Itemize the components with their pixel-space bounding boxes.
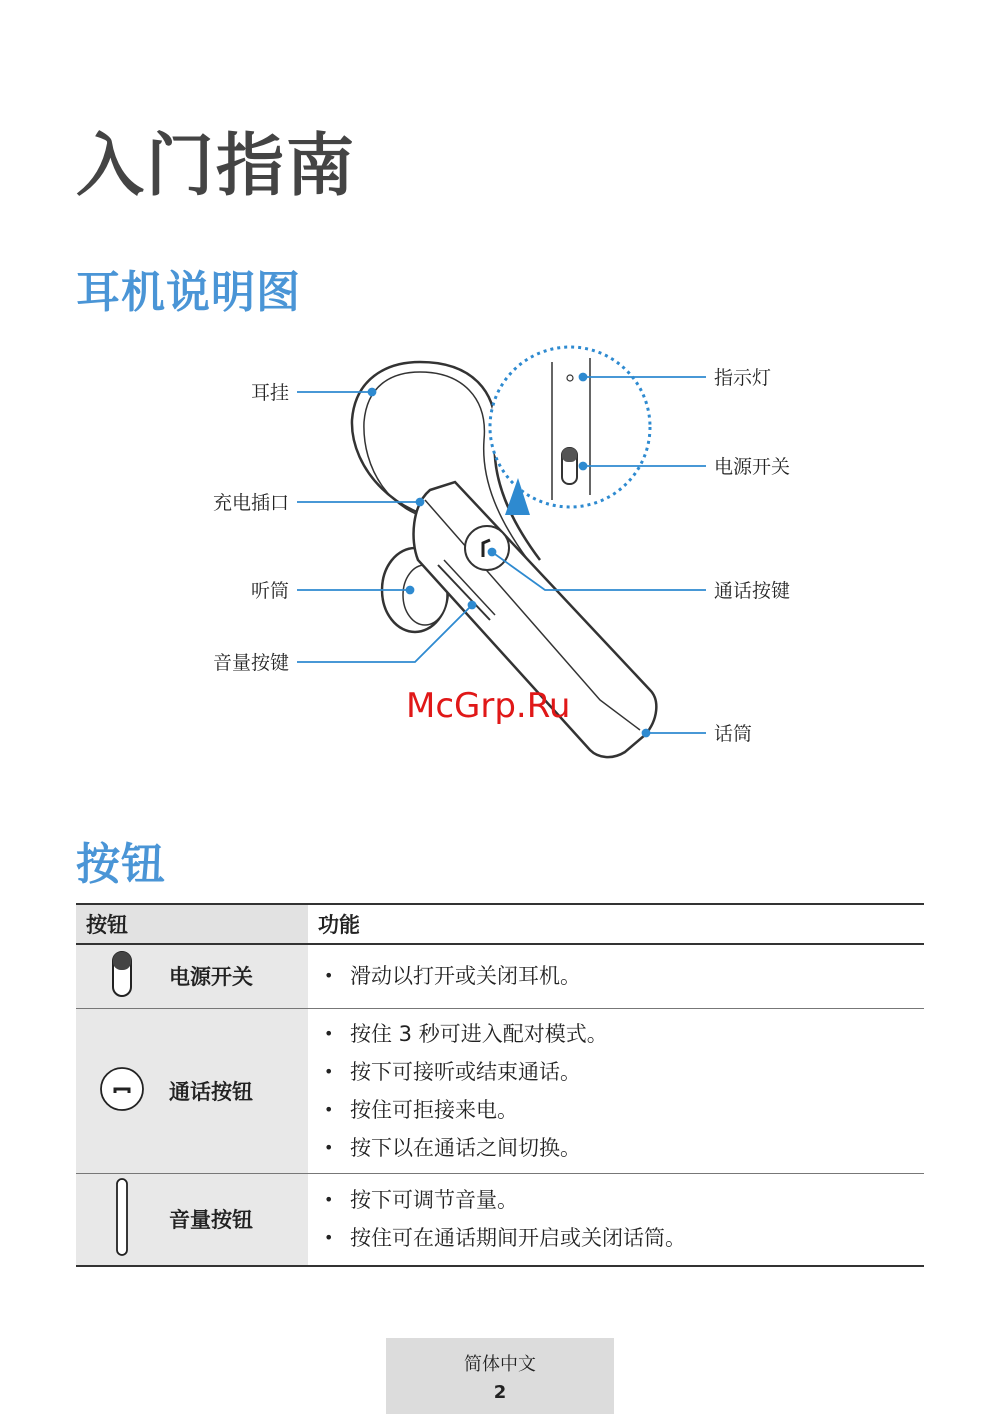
table-row xyxy=(76,1008,924,1173)
function-item: • 按住可拒接来电。 xyxy=(324,1091,924,1129)
table-header-function: 功能 xyxy=(308,904,924,944)
function-item: • 按住可在通话期间开启或关闭话筒。 xyxy=(324,1219,924,1257)
button-name: 音量按钮 xyxy=(168,1173,308,1266)
call-button-icon xyxy=(98,1098,146,1117)
label-call-key: 通话按键 xyxy=(714,580,791,602)
power-switch-icon xyxy=(111,983,133,1002)
label-charging-port: 充电插口 xyxy=(212,492,289,514)
footer-language: 简体中文 xyxy=(464,1354,536,1375)
section-heading-diagram: 耳机说明图 xyxy=(76,267,301,318)
function-item: • 按下以在通话之间切换。 xyxy=(324,1129,924,1167)
page-number: 2 xyxy=(493,1382,507,1403)
button-name: 电源开关 xyxy=(168,944,308,1008)
label-ear-hook: 耳挂 xyxy=(250,382,289,404)
volume-button-icon xyxy=(115,1242,129,1261)
table-row xyxy=(76,1173,924,1266)
function-item: • 按下可接听或结束通话。 xyxy=(324,1053,924,1091)
page-title: 入门指南 xyxy=(76,127,357,206)
label-power-switch: 电源开关 xyxy=(714,456,791,478)
button-name: 通话按钮 xyxy=(168,1008,308,1173)
label-microphone: 话筒 xyxy=(714,723,753,745)
label-volume-key: 音量按键 xyxy=(212,652,289,674)
function-item: • 按下可调节音量。 xyxy=(324,1181,924,1219)
function-item: • 按住 3 秒可进入配对模式。 xyxy=(324,1015,924,1053)
table-row xyxy=(76,944,924,1008)
table-header-button: 按钮 xyxy=(76,904,308,944)
label-indicator: 指示灯 xyxy=(714,367,772,389)
section-heading-buttons: 按钮 xyxy=(76,839,166,890)
buttons-table xyxy=(76,903,924,1267)
watermark: McGrp.Ru xyxy=(406,686,571,726)
function-item: • 滑动以打开或关闭耳机。 xyxy=(324,957,924,995)
page-footer xyxy=(386,1338,614,1414)
label-earpiece: 听筒 xyxy=(250,580,289,602)
